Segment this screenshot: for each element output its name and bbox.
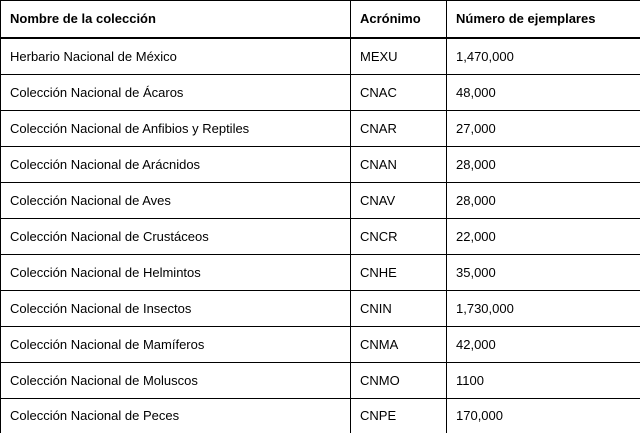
header-collection-name: Nombre de la colección (1, 1, 351, 39)
cell-collection-name: Colección Nacional de Crustáceos (1, 219, 351, 255)
cell-acronym: CNPE (351, 399, 447, 434)
cell-acronym: MEXU (351, 38, 447, 75)
table-row (1, 183, 640, 219)
table-header-row (1, 1, 640, 39)
header-acronym: Acrónimo (351, 1, 447, 39)
header-specimen-count: Número de ejemplares (447, 1, 640, 39)
cell-collection-name: Colección Nacional de Anfibios y Reptiles (1, 111, 351, 147)
cell-specimen-count: 28,000 (447, 183, 640, 219)
cell-specimen-count: 28,000 (447, 147, 640, 183)
cell-acronym: CNAC (351, 75, 447, 111)
table-row (1, 327, 640, 363)
cell-specimen-count: 170,000 (447, 399, 640, 434)
cell-specimen-count: 22,000 (447, 219, 640, 255)
cell-acronym: CNCR (351, 219, 447, 255)
cell-collection-name: Colección Nacional de Helmintos (1, 255, 351, 291)
table-row (1, 363, 640, 399)
table-row (1, 291, 640, 327)
cell-specimen-count: 35,000 (447, 255, 640, 291)
cell-collection-name: Herbario Nacional de México (1, 38, 351, 75)
cell-acronym: CNIN (351, 291, 447, 327)
table-row (1, 147, 640, 183)
table-row (1, 38, 640, 75)
cell-collection-name: Colección Nacional de Moluscos (1, 363, 351, 399)
cell-collection-name: Colección Nacional de Insectos (1, 291, 351, 327)
cell-acronym: CNHE (351, 255, 447, 291)
cell-collection-name: Colección Nacional de Arácnidos (1, 147, 351, 183)
cell-specimen-count: 1,470,000 (447, 38, 640, 75)
cell-collection-name: Colección Nacional de Mamíferos (1, 327, 351, 363)
cell-specimen-count: 1100 (447, 363, 640, 399)
cell-specimen-count: 48,000 (447, 75, 640, 111)
table-row (1, 111, 640, 147)
table-row (1, 399, 640, 434)
cell-specimen-count: 1,730,000 (447, 291, 640, 327)
cell-collection-name: Colección Nacional de Ácaros (1, 75, 351, 111)
table-row (1, 75, 640, 111)
cell-specimen-count: 27,000 (447, 111, 640, 147)
cell-acronym: CNAN (351, 147, 447, 183)
table-row (1, 255, 640, 291)
cell-acronym: CNMA (351, 327, 447, 363)
cell-acronym: CNMO (351, 363, 447, 399)
cell-collection-name: Colección Nacional de Aves (1, 183, 351, 219)
cell-acronym: CNAV (351, 183, 447, 219)
cell-acronym: CNAR (351, 111, 447, 147)
cell-collection-name: Colección Nacional de Peces (1, 399, 351, 434)
table-row (1, 219, 640, 255)
cell-specimen-count: 42,000 (447, 327, 640, 363)
